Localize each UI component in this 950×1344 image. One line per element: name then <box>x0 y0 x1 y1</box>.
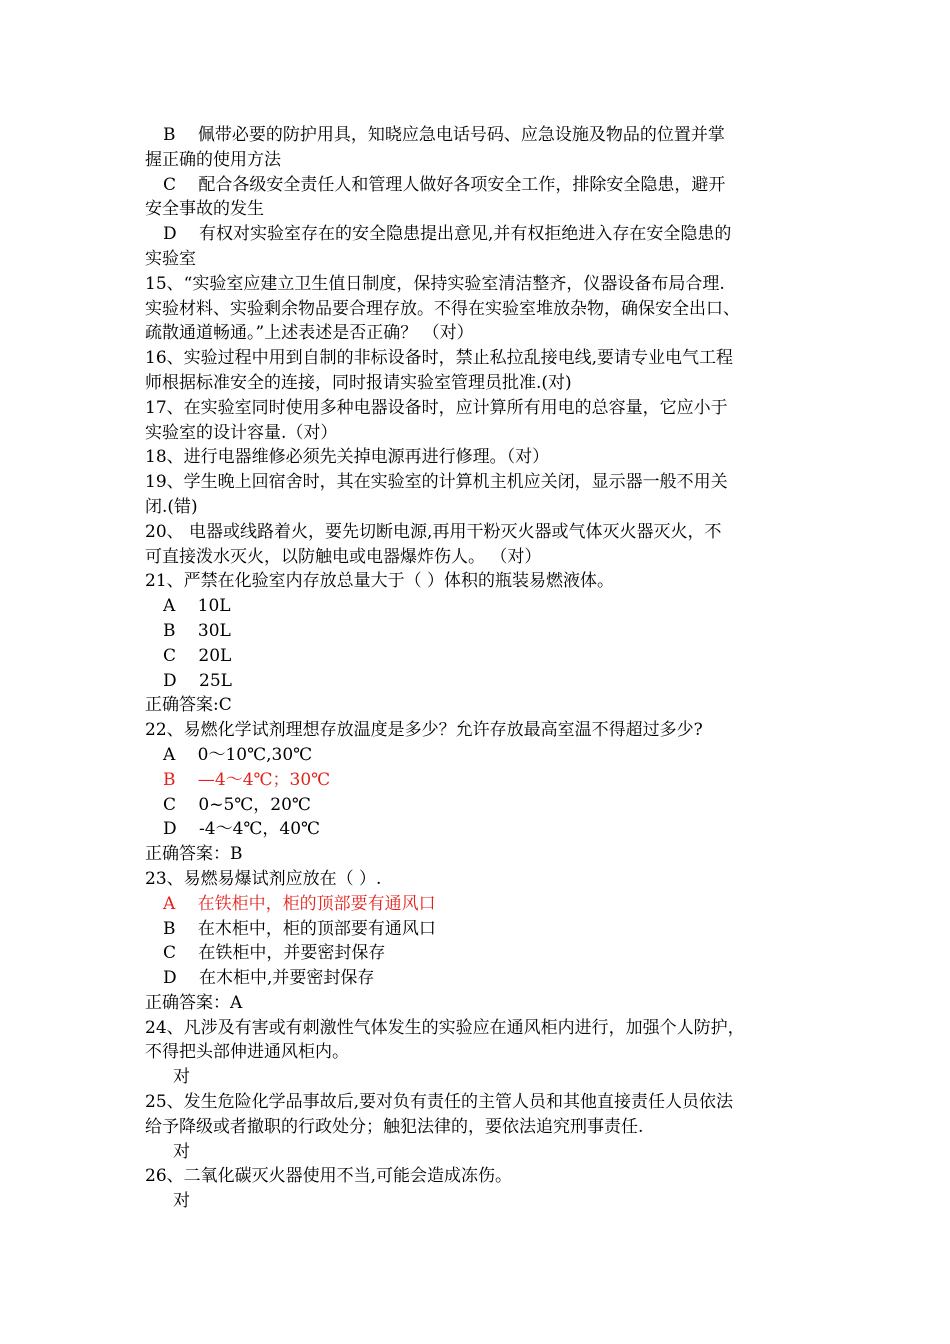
text-line: 可直接泼水灭火，以防触电或电器爆炸伤人。 （对） <box>145 546 542 567</box>
text-line: 25、发生危险化学品事故后,要对负有责任的主管人员和其他直接责任人员依法 <box>145 1092 734 1113</box>
text-line: 正确答案：A <box>145 992 243 1013</box>
text-line: A 10L <box>163 596 231 617</box>
text-line: B 30L <box>163 620 231 641</box>
text-line: 对 <box>173 1141 190 1162</box>
text-line: C 配合各级安全责任人和管理人做好各项安全工作，排除安全隐患，避开 <box>163 174 726 195</box>
text-line: 22、易燃化学试剂理想存放温度是多少？允许存放最高室温不得超过多少? <box>145 720 703 741</box>
text-line: C 0~5℃，20℃ <box>163 794 311 815</box>
text-line: 20、 电器或线路着火，要先切断电源,再用干粉灭火器或气体灭火器灭火，不 <box>145 521 722 542</box>
text-line: B 在木柜中，柜的顶部要有通风口 <box>163 918 436 939</box>
text-line: 疏散通道畅通。”上述表述是否正确？ （对） <box>145 323 474 344</box>
text-line: 23、易燃易爆试剂应放在（ ）. <box>145 868 382 889</box>
text-line: 16、实验过程中用到自制的非标设备时，禁止私拉乱接电线,要请专业电气工程 <box>145 348 734 369</box>
text-line: 15、“实验室应建立卫生值日制度，保持实验室清洁整齐，仪器设备布局合理. <box>145 273 725 294</box>
text-line: 17、在实验室同时使用多种电器设备时，应计算所有用电的总容量，它应小于 <box>145 397 728 418</box>
document-body <box>145 123 835 1214</box>
text-line: D -4～4℃，40℃ <box>163 819 321 840</box>
text-line: 21、严禁在化验室内存放总量大于（ ）体积的瓶装易燃液体。 <box>145 571 615 592</box>
text-line: C 20L <box>163 645 232 666</box>
text-line: C 在铁柜中，并要密封保存 <box>163 943 386 964</box>
text-line: D 有权对实验室存在的安全隐患提出意见,并有权拒绝进入存在安全隐患的 <box>163 224 732 245</box>
text-line: 正确答案：B <box>145 844 243 865</box>
text-line: 18、进行电器维修必须先关掉电源再进行修理。（对） <box>145 447 550 468</box>
text-line: 师根据标准安全的连接，同时报请实验室管理员批准.(对) <box>145 372 572 393</box>
text-line: 实验室的设计容量.（对） <box>145 422 338 443</box>
text-line: 对 <box>173 1067 190 1088</box>
text-line: A 在铁柜中，柜的顶部要有通风口 <box>163 893 436 914</box>
text-line: 不得把头部伸进通风柜内。 <box>145 1042 349 1063</box>
text-line: 正确答案:C <box>145 695 232 716</box>
text-line: D 在木柜中,并要密封保存 <box>163 968 375 989</box>
text-line: 安全事故的发生 <box>145 199 264 220</box>
text-line: 24、凡涉及有害或有刺激性气体发生的实验应在通风柜内进行，加强个人防护， <box>145 1017 745 1038</box>
text-line: D 25L <box>163 670 232 691</box>
text-line: 19、学生晚上回宿舍时，其在实验室的计算机主机应关闭，显示器一般不用关 <box>145 472 728 493</box>
text-line: 给予降级或者撤职的行政处分；触犯法律的，要依法追究刑事责任. <box>145 1116 644 1137</box>
text-line: 闭.(错) <box>145 496 198 517</box>
text-line: 26、二氧化碳灭火器使用不当,可能会造成冻伤。 <box>145 1166 513 1187</box>
text-line: 握正确的使用方法 <box>145 149 281 170</box>
text-line: B —4～4℃；30℃ <box>163 769 331 790</box>
text-line: 对 <box>173 1191 190 1212</box>
text-line: 实验材料、实验剩余物品要合理存放。不得在实验室堆放杂物，确保安全出口、 <box>145 298 740 319</box>
text-line: A 0～10℃,30℃ <box>163 744 313 765</box>
text-line: B 佩带必要的防护用具，知晓应急电话号码、应急设施及物品的位置并掌 <box>163 125 725 145</box>
text-line: 实验室 <box>145 248 196 269</box>
